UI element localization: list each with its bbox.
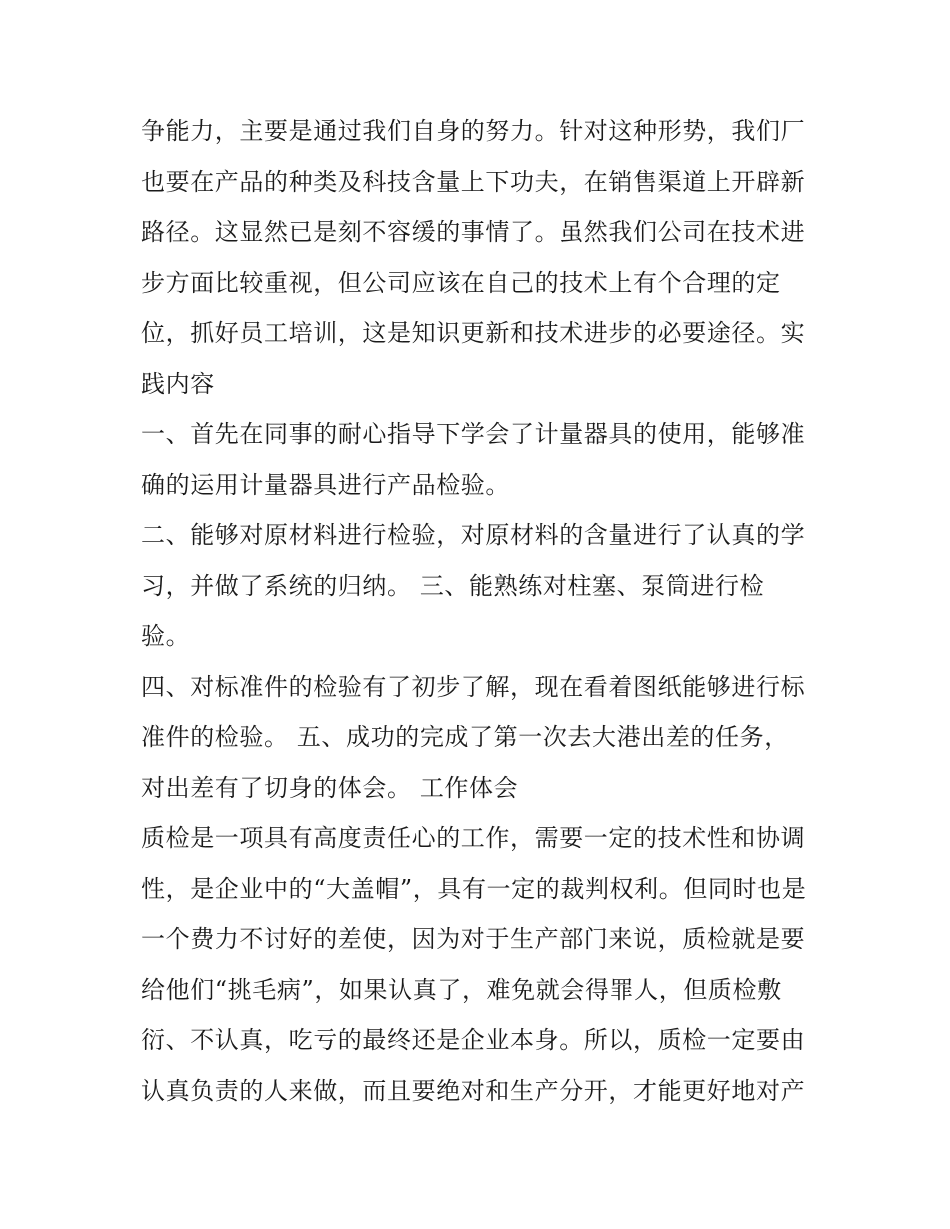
text-line: 也要在产品的种类及科技含量上下功夫，在销售渠道上开辟新 (141, 167, 806, 196)
text-line: 质检是一项具有高度责任心的工作，需要一定的技术性和协调 (141, 824, 806, 852)
text-line: 准件的检验。 五、成功的完成了第一次去大港出差的任务， (141, 723, 789, 751)
text-line: 验。 (141, 622, 191, 650)
text-line: 性，是企业中的“大盖帽”，具有一定的裁判权利。但同时也是 (141, 874, 807, 903)
text-line: 一个费力不讨好的差使，因为对于生产部门来说，质检就是要 (141, 925, 806, 953)
text-line: 争能力，主要是通过我们自身的努力。针对这种形势，我们厂 (141, 117, 806, 145)
text-line: 认真负责的人来做，而且要绝对和生产分开，才能更好地对产 (141, 1076, 806, 1105)
text-line: 确的运用计量器具进行产品检验。 (141, 470, 510, 499)
text-line: 对出差有了切身的体会。 工作体会 (141, 773, 519, 802)
section-heading-practice: 践内容 (141, 369, 215, 398)
text-line: 习，并做了系统的归纳。 三、能熟练对柱塞、泵筒进行检 (141, 571, 765, 600)
text-line: 一、首先在同事的耐心指导下学会了计量器具的使用，能够准 (141, 420, 806, 448)
text-line: 二、能够对原材料进行检验，对原材料的含量进行了认真的学 (141, 521, 806, 549)
text-line: 路径。这显然已是刻不容缓的事情了。虽然我们公司在技术进 (141, 218, 806, 246)
text-line: 给他们“挑毛病”，如果认真了，难免就会得罪人，但质检敷 (141, 975, 782, 1004)
document-body (141, 106, 831, 1116)
text-line: 衍、不认真，吃亏的最终还是企业本身。所以，质检一定要由 (141, 1026, 806, 1054)
text-line: 步方面比较重视，但公司应该在自己的技术上有个合理的定 (141, 268, 781, 297)
text-line: 位，抓好员工培训，这是知识更新和技术进步的必要途径。实 (141, 319, 806, 347)
text-line: 四、对标准件的检验有了初步了解，现在看着图纸能够进行标 (141, 672, 806, 701)
